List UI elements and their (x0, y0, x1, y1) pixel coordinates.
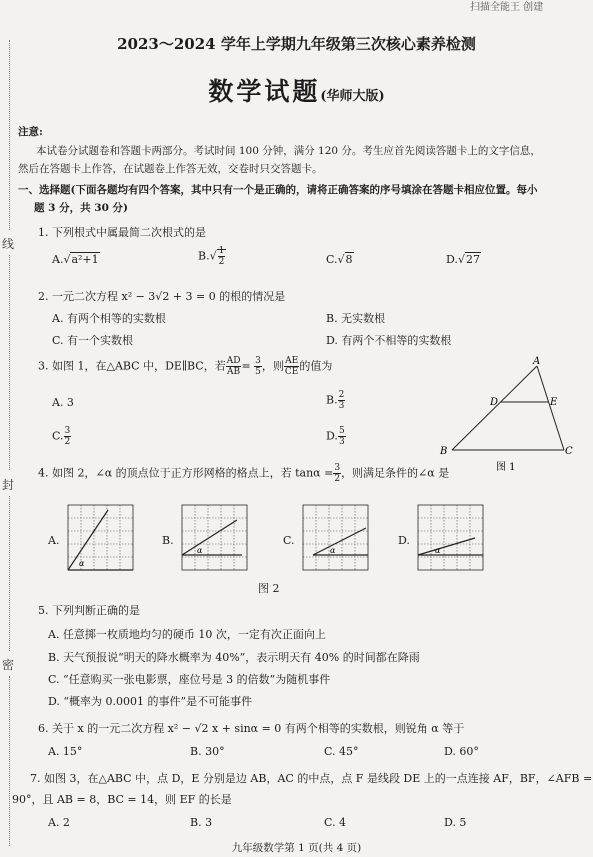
q7-option-c: C. 4 (324, 816, 347, 829)
section1-line-1: 一、选择题(下面各题均有四个答案，其中只有一个是正确的，请将正确答案的序号填涂在答题卡相应位置。每小 (18, 184, 538, 196)
q1-option-c: C.√8 (326, 253, 353, 266)
binding-line-bottom (9, 676, 10, 846)
q5-stem: 5. 下列判断正确的是 (38, 604, 140, 617)
q3-option-a: A. 3 (52, 396, 74, 409)
q7-option-a: A. 2 (48, 816, 70, 829)
fig2-label-c: C. (283, 534, 295, 547)
q6-option-a: A. 15° (48, 745, 83, 758)
q3-option-b: B. $\frac{2}{3}$ (326, 390, 345, 411)
fig2-grid-a (63, 500, 139, 576)
q6-option-b: B. 30° (190, 745, 225, 758)
figure-1 (438, 352, 578, 472)
fig2-caption: 图 2 (258, 582, 280, 595)
q2-stem: 2. 一元二次方程 x² − 3√2 + 3 = 0 的根的情况是 (38, 290, 286, 303)
q1-option-a: A.√a²+1 (52, 253, 99, 266)
q1-stem: 1. 下列根式中属最简二次根式的是 (38, 226, 206, 239)
fig1-label-e: E (550, 397, 558, 408)
q7-line-1: 7. 如图 3，在△ABC 中，点 D，E 分别是边 AB，AC 的中点，点 F 是线段 DE 上的一点连接 AF，BF，∠AFB = (30, 772, 593, 785)
fig2-label-b: B. (162, 534, 174, 547)
subject-title (0, 72, 593, 108)
q5-option-d: D. “概率为 0.0001 的事件”是不可能事件 (48, 695, 253, 708)
q6-option-c: C. 45° (324, 745, 359, 758)
fig2-label-d: D. (398, 534, 410, 547)
q1-option-b: B.√ $\frac{1}{2}$ (198, 246, 225, 267)
fig2-label-a: A. (48, 534, 60, 547)
fig2-alpha-d: α (435, 546, 441, 555)
q5-option-b: B. 天气预报说“明天的降水概率为 40%”，表示明天有 40% 的时间都在降雨 (48, 651, 420, 664)
q2-option-c: C. 有一个实数根 (52, 334, 134, 347)
q5-option-c: C. “任意购买一张电影票，座位号是 3 的倍数”为随机事件 (48, 673, 331, 686)
fig2-alpha-c: α (330, 546, 336, 555)
fig1-side-ab (452, 366, 537, 450)
fig2-alpha-b: α (197, 546, 203, 555)
q5-option-a: A. 任意掷一枚质地均匀的硬币 10 次，一定有次正面向上 (48, 628, 326, 641)
q2-option-a: A. 有两个相等的实数根 (52, 312, 166, 325)
fig2-grid-b (177, 500, 253, 576)
q4-stem: 4. 如图 2，∠α 的顶点位于正方形网格的格点上，若 tanα = $\frac{3}{2}$ ，则满足条件的∠α 是 (38, 463, 450, 484)
section1-line-2: 题 3 分，共 30 分) (34, 202, 129, 214)
q3-option-c: C. $\frac{3}{2}$ (52, 426, 71, 447)
q3-option-d: D. $\frac{5}{3}$ (326, 426, 345, 447)
side-label-secret: 密 (2, 658, 15, 672)
fig1-label-c: C (565, 446, 573, 457)
binding-line-low (9, 496, 10, 651)
fig2-grid-c (298, 500, 374, 576)
fig1-side-ac (537, 366, 564, 450)
q6-stem: 6. 关于 x 的一元二次方程 x² − √2 x + sinα = 0 有两个相等的实数根，则锐角 α 等于 (38, 722, 465, 735)
side-label-seal: 封 (2, 478, 15, 492)
fig1-label-d: D (490, 397, 499, 408)
side-label-line: 线 (2, 237, 15, 251)
fig2-alpha-a: α (79, 559, 85, 568)
q6-option-d: D. 60° (444, 745, 479, 758)
fig1-caption: 图 1 (496, 462, 516, 472)
notes-heading: 注意: (18, 126, 43, 138)
q7-option-b: B. 3 (190, 816, 213, 829)
notes-line-2: 然后在答题卡上作答，在试题卷上作答无效，交卷时只交答题卡。 (18, 163, 323, 175)
subject-edition: (华师大版) (320, 89, 385, 104)
binding-line-top (9, 40, 10, 230)
q2-option-b: B. 无实数根 (326, 312, 386, 325)
subject-main: 数学试题 (208, 77, 321, 106)
fig2-grid-d (413, 500, 489, 576)
exam-title: 2023～2024 学年上学期九年级第三次核心素养检测 (117, 35, 476, 53)
corner-text: 扫描全能王 创建 (470, 2, 544, 13)
q2-option-d: D. 有两个不相等的实数根 (326, 334, 452, 347)
q7-option-d: D. 5 (444, 816, 467, 829)
fig1-label-b: B (440, 446, 448, 457)
notes-line-1: 本试卷分试题卷和答题卡两部分。考试时间 100 分钟，满分 120 分。考生应首先阅读答题卡上的文字信息， (36, 145, 541, 157)
page-footer: 九年级数学第 1 页(共 4 页) (231, 842, 362, 854)
fig1-label-a: A (533, 356, 541, 367)
binding-line-mid (9, 255, 10, 470)
q7-line-2: 90°，且 AB = 8，BC = 14，则 EF 的长是 (12, 793, 232, 806)
q1-option-d: D.√27 (446, 253, 480, 266)
q3-stem: 3. 如图 1，在△ABC 中，DE∥BC，若 $\frac{AD}{AB}$ = $\frac{3}{5}$ ，则 $\frac{AE}{CE}$ 的值为 (38, 356, 333, 377)
